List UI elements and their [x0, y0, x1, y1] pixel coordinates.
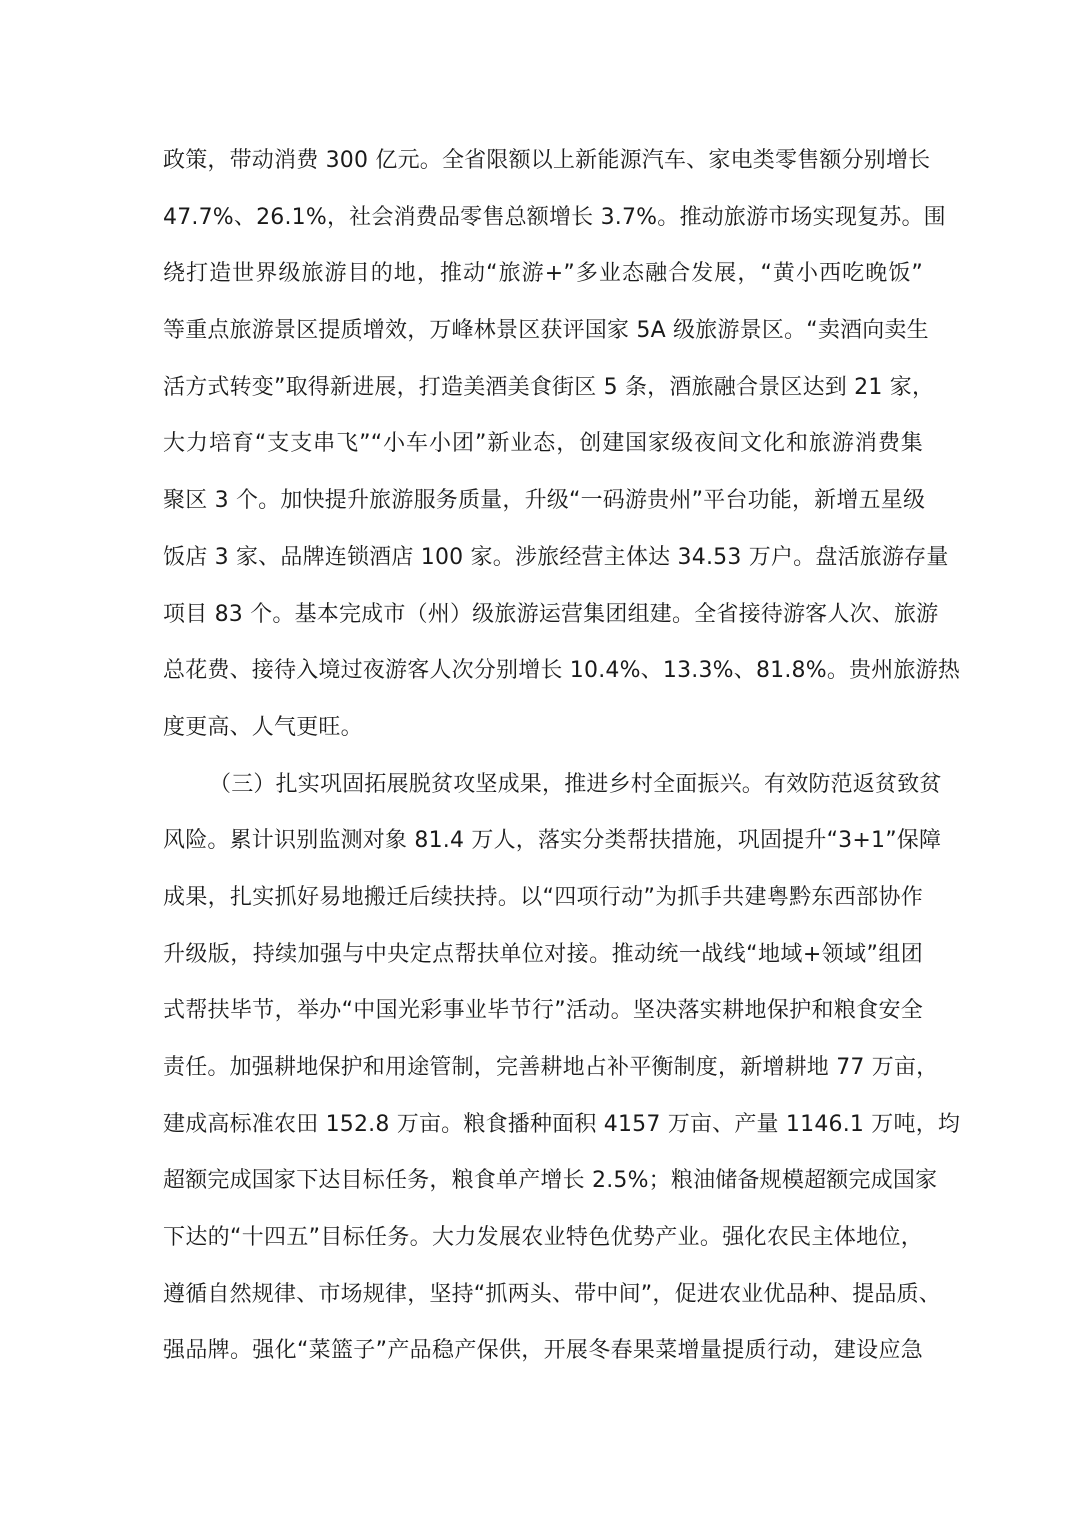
section-heading-line: （三）扎实巩固拓展脱贫攻坚成果，推进乡村全面振兴。有效防范返贫致贫: [209, 771, 942, 797]
text-line: 建成高标准农田 152.8 万亩。粮食播种面积 4157 万亩、产量 1146.1 万吨，均: [163, 1111, 961, 1137]
text-line: 等重点旅游景区提质增效，万峰林景区获评国家 5A 级旅游景区。“卖酒向卖生: [163, 318, 929, 344]
text-line: 风险。累计识别监测对象 81.4 万人，落实分类帮扶措施，巩固提升“3+1”保障: [163, 828, 942, 854]
text-line: 活方式转变”取得新进展，打造美酒美食街区 5 条，酒旅融合景区达到 21 家，: [163, 374, 935, 400]
text-line: 强品牌。强化“菜篮子”产品稳产保供，开展冬春果菜增量提质行动，建设应急: [163, 1338, 923, 1364]
text-line: 总花费、接待入境过夜游客人次分别增长 10.4%、13.3%、81.8%。贵州旅游热: [163, 658, 961, 684]
text-line: 饭店 3 家、品牌连锁酒店 100 家。涉旅经营主体达 34.53 万户。盘活旅游存量: [163, 544, 949, 570]
body-text: [163, 133, 961, 1380]
text-line: 升级版，持续加强与中央定点帮扶单位对接。推动统一战线“地域+领域”组团: [163, 941, 923, 967]
text-line: 47.7%、26.1%，社会消费品零售总额增长 3.7%。推动旅游市场实现复苏。围: [163, 204, 946, 230]
text-line: 项目 83 个。基本完成市（州）级旅游运营集团组建。全省接待游客人次、旅游: [163, 601, 939, 627]
text-line: 成果，扎实抓好易地搬迁后续扶持。以“四项行动”为抓手共建粤黔东西部协作: [163, 884, 923, 910]
text-line: 度更高、人气更旺。: [163, 714, 363, 740]
text-line: 下达的“十四五”目标任务。大力发展农业特色优势产业。强化农民主体地位，: [163, 1225, 923, 1251]
text-line: 大力培育“支支串飞”“小车小团”新业态，创建国家级夜间文化和旅游消费集: [163, 431, 923, 457]
text-line: 政策，带动消费 300 亿元。全省限额以上新能源汽车、家电类零售额分别增长: [163, 148, 931, 173]
text-line: 责任。加强耕地保护和用途管制，完善耕地占补平衡制度，新增耕地 77 万亩，: [163, 1055, 939, 1080]
text-line: 遵循自然规律、市场规律，坚持“抓两头、带中间”，促进农业优品种、提品质、: [163, 1281, 941, 1307]
text-line: 超额完成国家下达目标任务，粮食单产增长 2.5%；粮油储备规模超额完成国家: [163, 1168, 938, 1194]
text-line: 绕打造世界级旅游目的地，推动“旅游+”多业态融合发展，“黄小西吃晚饭”: [163, 261, 923, 287]
text-line: 聚区 3 个。加快提升旅游服务质量，升级“一码游贵州”平台功能，新增五星级: [163, 488, 926, 514]
text-line: 式帮扶毕节，举办“中国光彩事业毕节行”活动。坚决落实耕地保护和粮食安全: [163, 998, 923, 1024]
